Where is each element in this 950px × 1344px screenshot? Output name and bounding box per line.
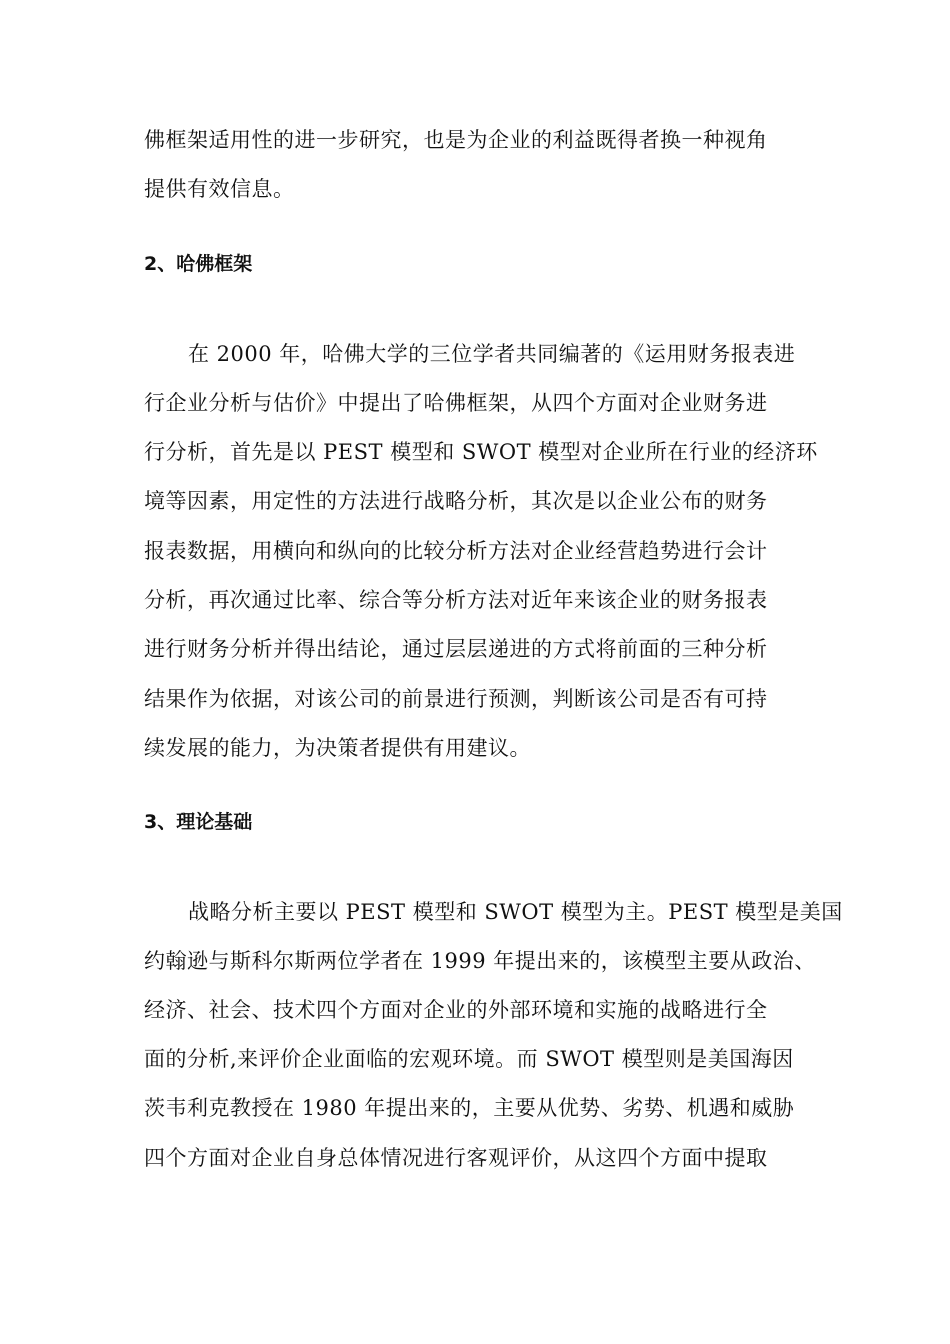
section2-line-9: 续发展的能力，为决策者提供有用建议。 [144,736,531,760]
section3-line-1: 战略分析主要以 PEST 模型和 SWOT 模型为主。PEST 模型是美国 [188,900,843,924]
section2-line-7: 进行财务分析并得出结论，通过层层递进的方式将前面的三种分析 [144,637,768,661]
section3-line-5: 茨韦利克教授在 1980 年提出来的，主要从优势、劣势、机遇和威胁 [144,1096,795,1120]
section2-line-5: 报表数据，用横向和纵向的比较分析方法对企业经营趋势进行会计 [144,539,768,563]
intro-line-1: 佛框架适用性的进一步研究，也是为企业的利益既得者换一种视角 [144,128,768,152]
section3-line-4: 面的分析,来评价企业面临的宏观环境。而 SWOT 模型则是美国海因 [144,1047,794,1071]
section2-line-1: 在 2000 年，哈佛大学的三位学者共同编著的《运用财务报表进 [188,342,796,366]
section3-line-3: 经济、社会、技术四个方面对企业的外部环境和实施的战略进行全 [144,998,768,1022]
section3-line-2: 约翰逊与斯科尔斯两位学者在 1999 年提出来的，该模型主要从政治、 [144,949,816,973]
section2-line-8: 结果作为依据，对该公司的前景进行预测，判断该公司是否有可持 [144,687,768,711]
section2-line-4: 境等因素，用定性的方法进行战略分析，其次是以企业公布的财务 [144,489,768,513]
section3-line-6: 四个方面对企业自身总体情况进行客观评价，从这四个方面中提取 [144,1146,768,1170]
intro-line-2: 提供有效信息。 [144,177,295,201]
section-heading-theoretical-basis: 3、理论基础 [144,811,253,833]
section2-line-3: 行分析，首先是以 PEST 模型和 SWOT 模型对企业所在行业的经济环 [144,440,818,464]
section2-line-6: 分析，再次通过比率、综合等分析方法对近年来该企业的财务报表 [144,588,768,612]
section-heading-harvard-framework: 2、哈佛框架 [144,253,253,275]
section2-line-2: 行企业分析与估价》中提出了哈佛框架，从四个方面对企业财务进 [144,391,768,415]
